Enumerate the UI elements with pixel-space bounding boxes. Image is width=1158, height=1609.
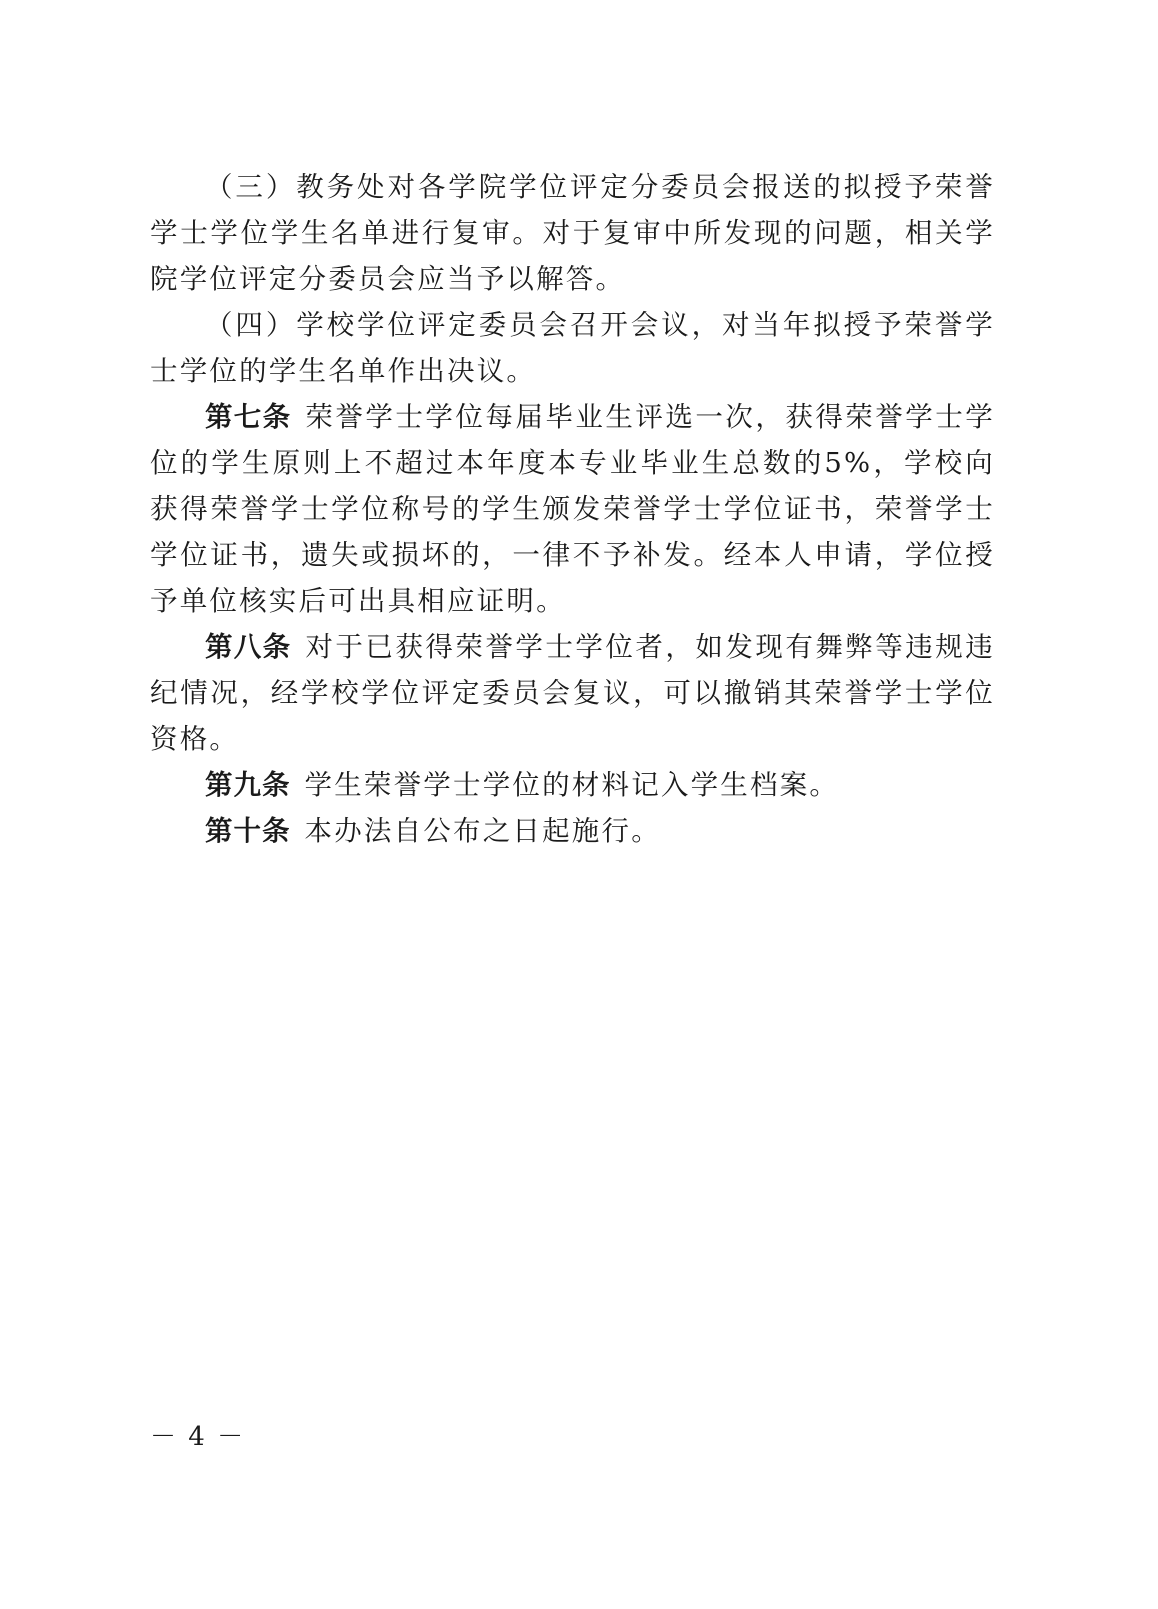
article-ten: [150, 808, 995, 854]
paragraph-resolution: [150, 302, 995, 394]
article-title: 第八条: [205, 631, 292, 663]
paragraph-review: [150, 164, 995, 302]
article-nine: [150, 762, 995, 808]
article-text: 对于已获得荣誉学士学位者，如发现有舞弊等违规违纪情况，经学校学位评定委员会复议，可以撤销其荣誉学士学位资格。: [150, 631, 995, 755]
article-title: 第七条: [205, 401, 292, 433]
article-eight: [150, 624, 995, 762]
article-seven: [150, 394, 995, 624]
article-text: 本办法自公布之日起施行。: [304, 815, 661, 847]
article-text: 学生荣誉学士学位的材料记入学生档案。: [304, 769, 840, 801]
page-number: － 4 －: [150, 1422, 246, 1452]
article-title: 第九条: [205, 769, 291, 801]
document-body: [150, 164, 995, 854]
paragraph-text: （四）学校学位评定委员会召开会议，对当年拟授予荣誉学士学位的学生名单作出决议。: [150, 309, 995, 387]
article-title: 第十条: [205, 815, 291, 847]
article-text: 荣誉学士学位每届毕业生评选一次，获得荣誉学士学位的学生原则上不超过本年度本专业毕业生总数的5%，学校向获得荣誉学士学位称号的学生颁发荣誉学士学位证书，荣誉学士学位证书，遗失或损坏的，一律不予补发。经本人申请，学位授予单位核实后可出具相应证明。: [150, 401, 995, 617]
paragraph-text: （三）教务处对各学院学位评定分委员会报送的拟授予荣誉学士学位学生名单进行复审。对于复审中所发现的问题，相关学院学位评定分委员会应当予以解答。: [150, 171, 995, 295]
